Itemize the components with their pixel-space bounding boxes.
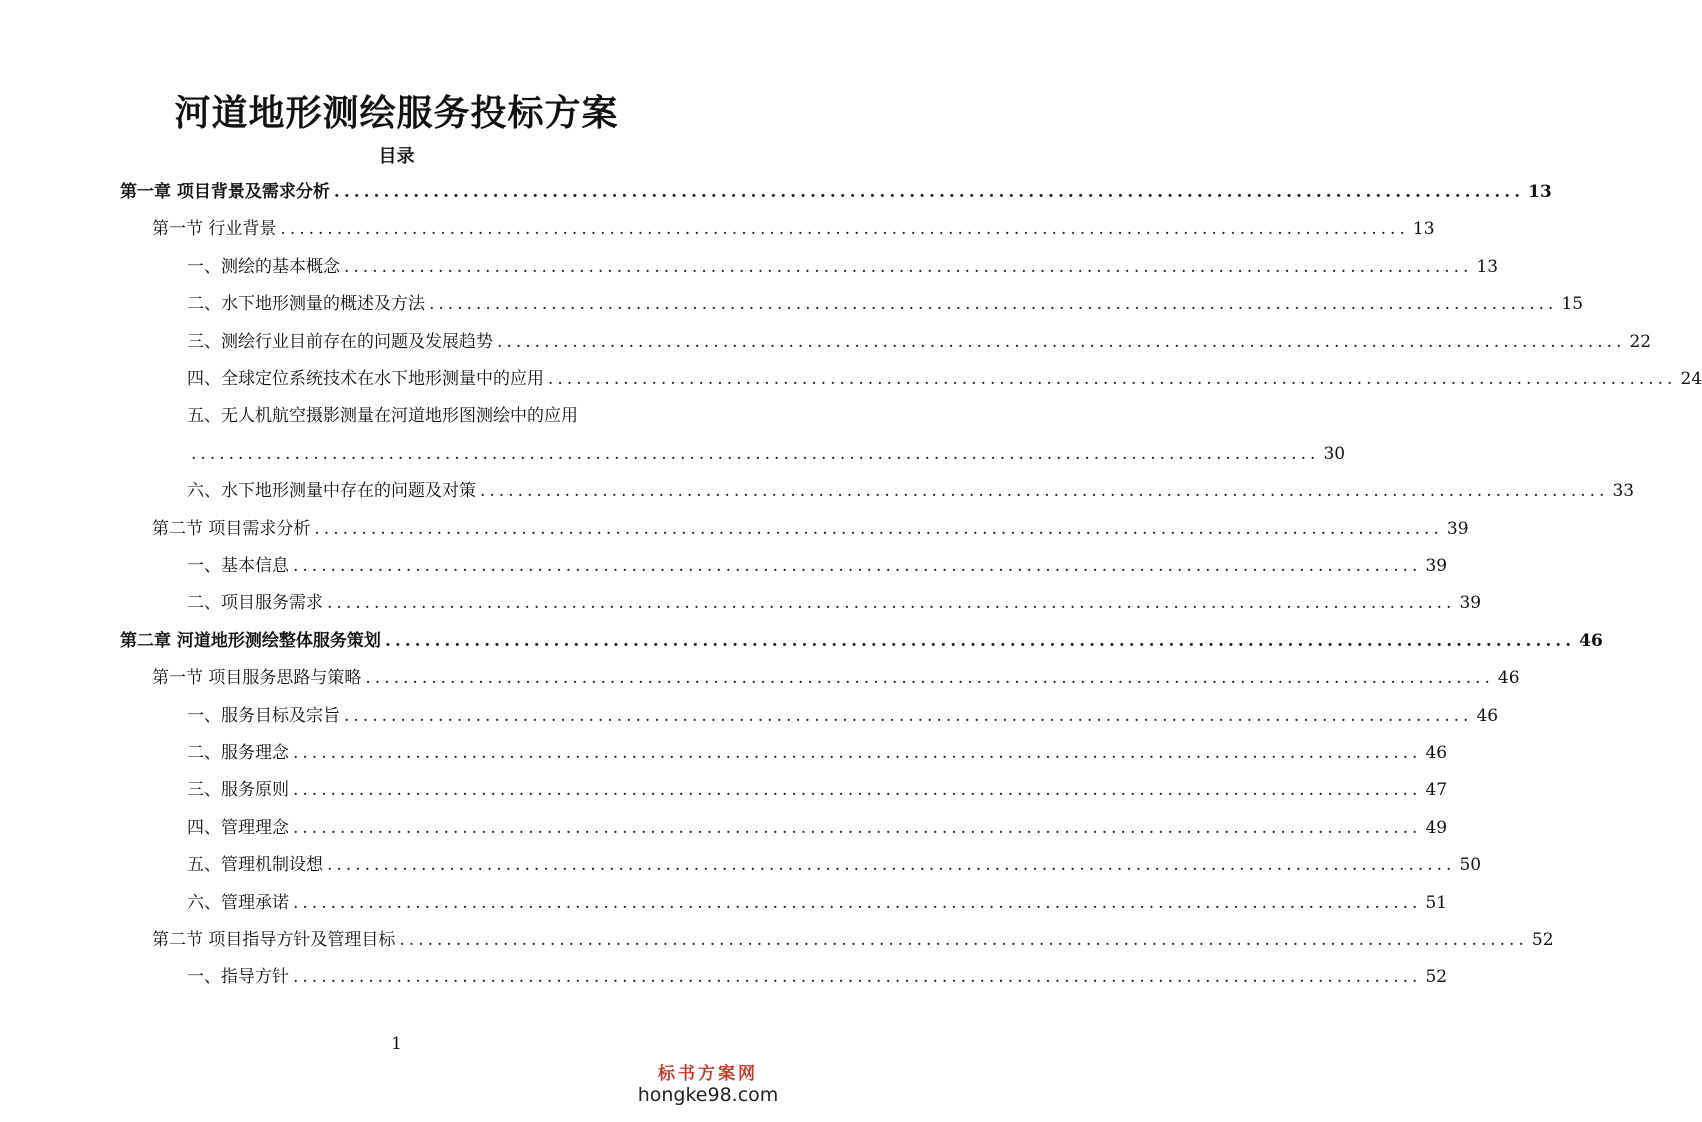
toc-leader-dots: ........................................................................................................................ <box>293 743 1422 763</box>
toc-leader-dots: ........................................................................................................................ <box>548 369 1677 389</box>
toc-leader-dots: ........................................................................................................................ <box>429 294 1558 314</box>
toc-leader-dots: ........................................................................................................................ <box>314 519 1443 539</box>
toc-entry-item[interactable] <box>187 889 1448 917</box>
toc-leader-dots: ........................................................................................................................ <box>293 967 1422 987</box>
toc-entry-label: 二、项目服务需求 <box>187 593 323 613</box>
watermark-url: hongke98.com <box>637 1084 779 1106</box>
toc-entry-item[interactable] <box>187 851 1482 879</box>
toc-leader-dots: ........................................................................................................................ <box>497 332 1626 352</box>
toc-leader-dots: ........................................................................................................................ <box>384 631 1576 651</box>
toc-entry-label: 第一章 项目背景及需求分析 <box>120 182 330 202</box>
toc-entry-label: 三、测绘行业目前存在的问题及发展趋势 <box>187 332 493 352</box>
toc-entry-page: 13 <box>1412 219 1435 239</box>
toc-entry-section[interactable] <box>152 926 1554 954</box>
toc-entry-label: 第一节 行业背景 <box>152 219 277 239</box>
toc-entry-item[interactable] <box>187 963 1448 991</box>
document-title: 河道地形测绘服务投标方案 <box>174 92 619 134</box>
toc-entry-page: 22 <box>1629 332 1652 352</box>
toc-entry-item[interactable] <box>187 739 1448 767</box>
toc-leader-dots: ........................................................................................................................ <box>344 706 1473 726</box>
toc-entry-label: 二、水下地形测量的概述及方法 <box>187 294 425 314</box>
toc-entry-label: 第二节 项目指导方针及管理目标 <box>152 930 396 950</box>
toc-entry-item[interactable] <box>187 776 1448 804</box>
toc-entry-label: 第二章 河道地形测绘整体服务策划 <box>120 631 381 651</box>
toc-entry-item[interactable] <box>187 702 1499 730</box>
toc-entry-item[interactable] <box>187 589 1482 617</box>
toc-leader-dots: ........................................................................................................................ <box>327 593 1456 613</box>
toc-entry-page: 52 <box>1425 967 1448 987</box>
toc-entry-chapter[interactable] <box>120 627 1603 655</box>
toc-entry-label: 五、无人机航空摄影测量在河道地形图测绘中的应用 <box>187 406 578 426</box>
toc-leader-dots: ........................................................................................................................ <box>399 930 1528 950</box>
toc-entry-page: 24 <box>1680 369 1702 389</box>
toc-entry-label: 六、管理承诺 <box>187 893 289 913</box>
toc-entry-label: 一、指导方针 <box>187 967 289 987</box>
toc-entry-label: 二、服务理念 <box>187 743 289 763</box>
toc-entry-page: 51 <box>1425 893 1448 913</box>
toc-entry-label: 一、基本信息 <box>187 556 289 576</box>
toc-entry-item[interactable] <box>187 814 1448 842</box>
toc-leader-dots: ........................................................................................................................ <box>327 855 1456 875</box>
toc-entry-page: 33 <box>1612 481 1635 501</box>
toc-entry-item[interactable] <box>187 290 1584 318</box>
toc-entry-page: 46 <box>1476 706 1499 726</box>
toc-entry-page: 47 <box>1425 780 1448 800</box>
toc-entry-label: 一、服务目标及宗旨 <box>187 706 340 726</box>
toc-leader-dots: ........................................................................................................................ <box>333 182 1525 202</box>
toc-leader-dots: ........................................................................................................................ <box>344 257 1473 277</box>
toc-entry-label: 五、管理机制设想 <box>187 855 323 875</box>
toc-entry-label: 第一节 项目服务思路与策略 <box>152 668 362 688</box>
toc-entry-section[interactable] <box>152 515 1469 543</box>
toc-entry-page: 30 <box>1323 444 1346 464</box>
toc-entry-item[interactable] <box>187 440 1346 468</box>
toc-entry-label: 第二节 项目需求分析 <box>152 519 311 539</box>
toc-entry-page: 13 <box>1476 257 1499 277</box>
toc-entry-label: 四、管理理念 <box>187 818 289 838</box>
toc-leader-dots: ........................................................................................................................ <box>293 780 1422 800</box>
toc-entry-page: 50 <box>1459 855 1482 875</box>
toc-entry-page: 46 <box>1425 743 1448 763</box>
toc-entry-chapter[interactable] <box>120 178 1552 206</box>
toc-entry-page: 39 <box>1459 593 1482 613</box>
toc-entry-page: 15 <box>1561 294 1584 314</box>
toc-leader-dots: ........................................................................................................................ <box>293 556 1422 576</box>
toc-entry-page: 46 <box>1497 668 1520 688</box>
toc-entry-page: 39 <box>1425 556 1448 576</box>
toc-entry-label: 六、水下地形测量中存在的问题及对策 <box>187 481 476 501</box>
toc-entry-label: 三、服务原则 <box>187 780 289 800</box>
toc-leader-dots: ........................................................................................................................ <box>280 219 1409 239</box>
toc-entry-page: 49 <box>1425 818 1448 838</box>
toc-leader-dots: ........................................................................................................................ <box>480 481 1609 501</box>
toc-entry-item[interactable] <box>187 328 1652 356</box>
toc-entry-page: 46 <box>1579 631 1603 651</box>
toc-heading: 目录 <box>378 146 415 167</box>
toc-entry-page: 39 <box>1446 519 1469 539</box>
toc-leader-dots: ........................................................................................................................ <box>191 444 1320 464</box>
watermark-logo <box>633 1066 783 1105</box>
toc-leader-dots: ........................................................................................................................ <box>365 668 1494 688</box>
toc-entry-item[interactable] <box>187 253 1499 281</box>
toc-leader-dots: ........................................................................................................................ <box>293 818 1422 838</box>
toc-entry-section[interactable] <box>152 215 1435 243</box>
toc-entry-item[interactable] <box>187 477 1635 505</box>
toc-entry-page: 52 <box>1531 930 1554 950</box>
watermark-text: 标书方案网 <box>658 1064 758 1084</box>
toc-entry-label: 四、全球定位系统技术在水下地形测量中的应用 <box>187 369 544 389</box>
toc-entry-section[interactable] <box>152 664 1520 692</box>
toc-entry-page: 13 <box>1528 182 1552 202</box>
toc-entry-item[interactable] <box>187 402 674 430</box>
toc-entry-label: 一、测绘的基本概念 <box>187 257 340 277</box>
toc-leader-dots: ........................................................................................................................ <box>293 893 1422 913</box>
page-number: 1 <box>391 1034 402 1054</box>
toc-entry-item[interactable] <box>187 552 1448 580</box>
toc-entry-item[interactable] <box>187 365 1702 393</box>
